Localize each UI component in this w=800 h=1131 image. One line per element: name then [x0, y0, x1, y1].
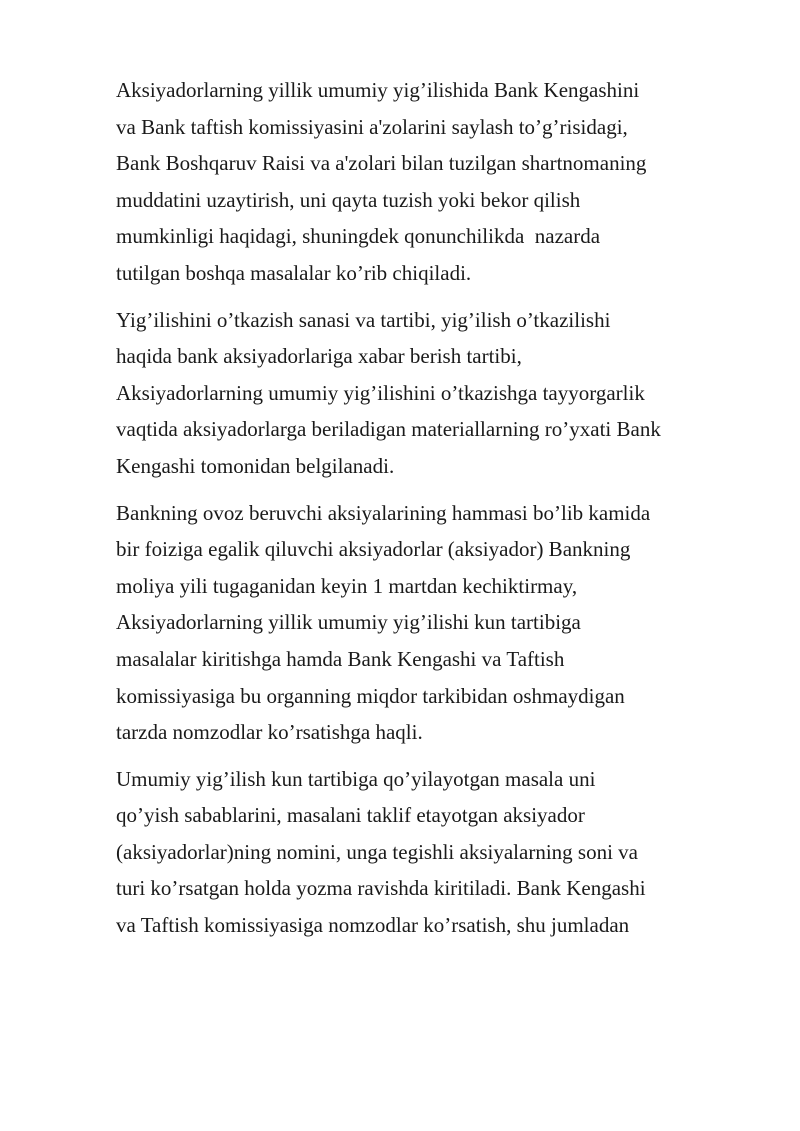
- text-line: Bankning ovoz beruvchi aksiyalarining hammasi bo’lib kamida: [116, 500, 651, 525]
- document-page: [116, 72, 756, 954]
- text-line: va Bank taftish komissiyasini a'zolarini saylash to’g’risidagi,: [116, 114, 628, 139]
- text-line: Kengashi tomonidan belgilanadi.: [116, 453, 395, 478]
- paragraph-1: [116, 72, 756, 292]
- text-line: (aksiyadorlar)ning nomini, unga tegishli aksiyalarning soni va: [116, 839, 638, 864]
- text-line: tarzda nomzodlar ko’rsatishga haqli.: [116, 720, 423, 745]
- text-line: masalalar kiritishga hamda Bank Kengashi va Taftish: [116, 646, 565, 671]
- text-line: va Taftish komissiyasiga nomzodlar ko’rsatish, shu jumladan: [116, 913, 630, 938]
- paragraph-4: [116, 761, 756, 944]
- text-line: Aksiyadorlarning yillik umumiy yig’ilishi kun tartibiga: [116, 610, 581, 635]
- text-line: moliya yili tugaganidan keyin 1 martdan kechiktirmay,: [116, 573, 578, 598]
- text-line: Umumiy yig’ilish kun tartibiga qo’yilayotgan masala uni: [116, 766, 596, 791]
- text-line: Aksiyadorlarning umumiy yig’ilishini o’tkazishga tayyorgarlik: [116, 380, 645, 405]
- text-line: Yig’ilishini o’tkazish sanasi va tartibi, yig’ilish o’tkazilishi: [116, 307, 611, 332]
- text-line: Bank Boshqaruv Raisi va a'zolari bilan tuzilgan shartnomaning: [116, 151, 647, 176]
- text-line: tutilgan boshqa masalalar ko’rib chiqiladi.: [116, 260, 472, 285]
- text-line: Aksiyadorlarning yillik umumiy yig’ilishida Bank Kengashini: [116, 78, 640, 102]
- text-line: turi ko’rsatgan holda yozma ravishda kiritiladi. Bank Kengashi: [116, 876, 646, 901]
- text-line: vaqtida aksiyadorlarga beriladigan materiallarning ro’yxati Bank: [116, 417, 661, 442]
- text-line: komissiyasiga bu organning miqdor tarkibidan oshmaydigan: [116, 683, 625, 708]
- text-line: muddatini uzaytirish, uni qayta tuzish yoki bekor qilish: [116, 187, 581, 212]
- text-line: mumkinligi haqidagi, shuningdek qonunchilikda nazarda: [116, 224, 601, 249]
- paragraph-2: [116, 302, 756, 485]
- text-line: bir foiziga egalik qiluvchi aksiyadorlar (aksiyador) Bankning: [116, 537, 631, 562]
- text-line: haqida bank aksiyadorlariga xabar berish tartibi,: [116, 344, 522, 369]
- paragraph-3: [116, 495, 756, 751]
- text-line: qo’yish sabablarini, masalani taklif etayotgan aksiyador: [116, 803, 585, 828]
